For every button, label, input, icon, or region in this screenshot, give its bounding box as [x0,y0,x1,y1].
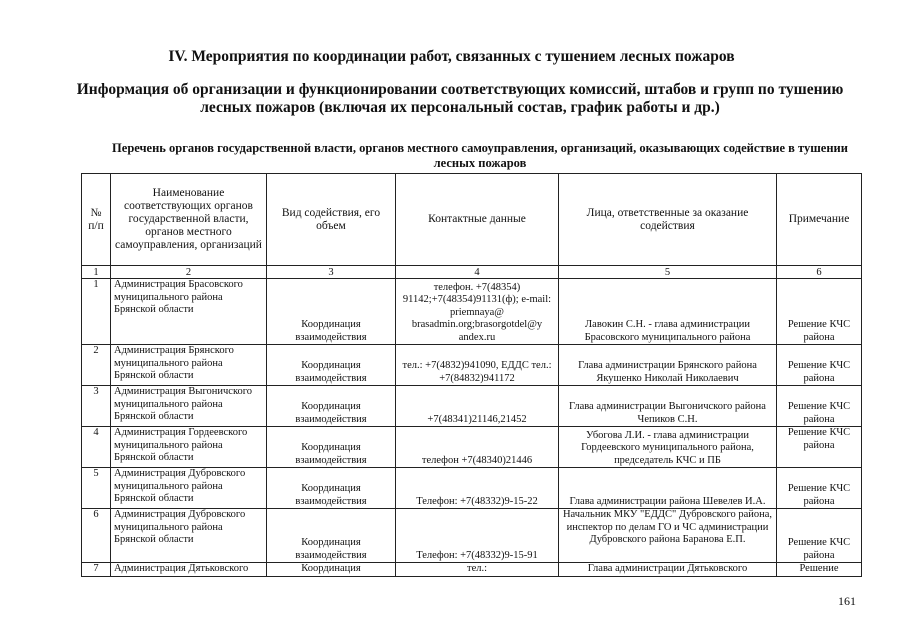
note: Решение КЧС района [777,509,862,563]
table-row [82,509,862,563]
column-number: 3 [267,266,396,279]
note: Решение КЧС района [777,279,862,345]
row-number: 3 [82,386,111,427]
column-number: 5 [559,266,777,279]
organization-name: Администрация Дятьковского [111,563,267,577]
responsible-person: Убогова Л.И. - глава администрации Гордеевского муниципального района, председатель КЧС и ПБ [559,427,777,468]
table-row [82,468,862,509]
note: Решение [777,563,862,577]
section-subheading: Информация об организации и функционировании соответствующих комиссий, штабов и групп по тушению лесных пожаров (включая их персональный состав, график работы и др.) [76,81,844,116]
organization-name: Администрация Дубровского муниципального района Брянской области [111,468,267,509]
table-row [82,427,862,468]
row-number: 6 [82,509,111,563]
responsible-person: Начальник МКУ "ЕДДС" Дубровского района, инспектор по делам ГО и ЧС администрации Дубровского района Баранова Е.П. [559,509,777,563]
responsible-person: Глава администрации Выгоничского района Чепиков С.Н. [559,386,777,427]
table-row [82,563,862,577]
contact-info: тел.: +7(4832)941090, ЕДДС тел.: +7(84832)941172 [396,345,559,386]
table-header-row [82,174,862,266]
organization-name: Администрация Брасовского муниципального района Брянской области [111,279,267,345]
column-number: 4 [396,266,559,279]
header-organization: Наименование соответствующих органов государственной власти, органов местного самоуправления, организаций [111,174,267,266]
note: Решение КЧС района [777,468,862,509]
column-number: 2 [111,266,267,279]
header-note: Примечание [777,174,862,266]
row-number: 5 [82,468,111,509]
page-number: 161 [838,594,856,608]
support-kind: Координация взаимодействия [267,468,396,509]
note: Решение КЧС района [777,427,862,468]
contact-info: телефон. +7(48354) 91142;+7(48354)91131(ф); e-mail: priemnaya@ brasadmin.org;brasorgotdel@y andex.ru [396,279,559,345]
organization-name: Администрация Дубровского муниципального района Брянской области [111,509,267,563]
header-responsible-persons: Лица, ответственные за оказание содействия [559,174,777,266]
column-number: 6 [777,266,862,279]
responsible-person: Лавокин С.Н. - глава администрации Брасовского муниципального района [559,279,777,345]
table-row [82,279,862,345]
column-number-row [82,266,862,279]
support-kind: Координация взаимодействия [267,345,396,386]
organization-name: Администрация Гордеевского муниципального района Брянской области [111,427,267,468]
responsible-person: Глава администрации района Шевелев И.А. [559,468,777,509]
row-number: 2 [82,345,111,386]
support-kind: Координация взаимодействия [267,279,396,345]
responsible-person: Глава администрации Брянского района Якушенко Николай Николаевич [559,345,777,386]
header-contacts: Контактные данные [396,174,559,266]
column-number: 1 [82,266,111,279]
list-title: Перечень органов государственной власти, органов местного самоуправления, организаций, оказывающих содействие в тушении лесных пожаров [112,141,848,170]
header-number: № п/п [82,174,111,266]
row-number: 4 [82,427,111,468]
organization-name: Администрация Выгоничского муниципального района Брянской области [111,386,267,427]
responsible-person: Глава администрации Дятьковского [559,563,777,577]
section-heading: IV. Мероприятия по координации работ, связанных с тушением лесных пожаров [168,48,735,65]
table-row [82,345,862,386]
contact-info: телефон +7(48340)21446 [396,427,559,468]
contact-info: +7(48341)21146,21452 [396,386,559,427]
header-support-kind: Вид содействия, его объем [267,174,396,266]
contact-info: Телефон: +7(48332)9-15-22 [396,468,559,509]
row-number: 7 [82,563,111,577]
contact-info: Телефон: +7(48332)9-15-91 [396,509,559,563]
contact-info: тел.: [396,563,559,577]
support-kind: Координация взаимодействия [267,386,396,427]
note: Решение КЧС района [777,345,862,386]
support-kind: Координация [267,563,396,577]
row-number: 1 [82,279,111,345]
support-kind: Координация взаимодействия [267,509,396,563]
organization-name: Администрация Брянского муниципального района Брянской области [111,345,267,386]
support-kind: Координация взаимодействия [267,427,396,468]
table-row [82,386,862,427]
support-organizations-table [81,173,862,577]
note: Решение КЧС района [777,386,862,427]
